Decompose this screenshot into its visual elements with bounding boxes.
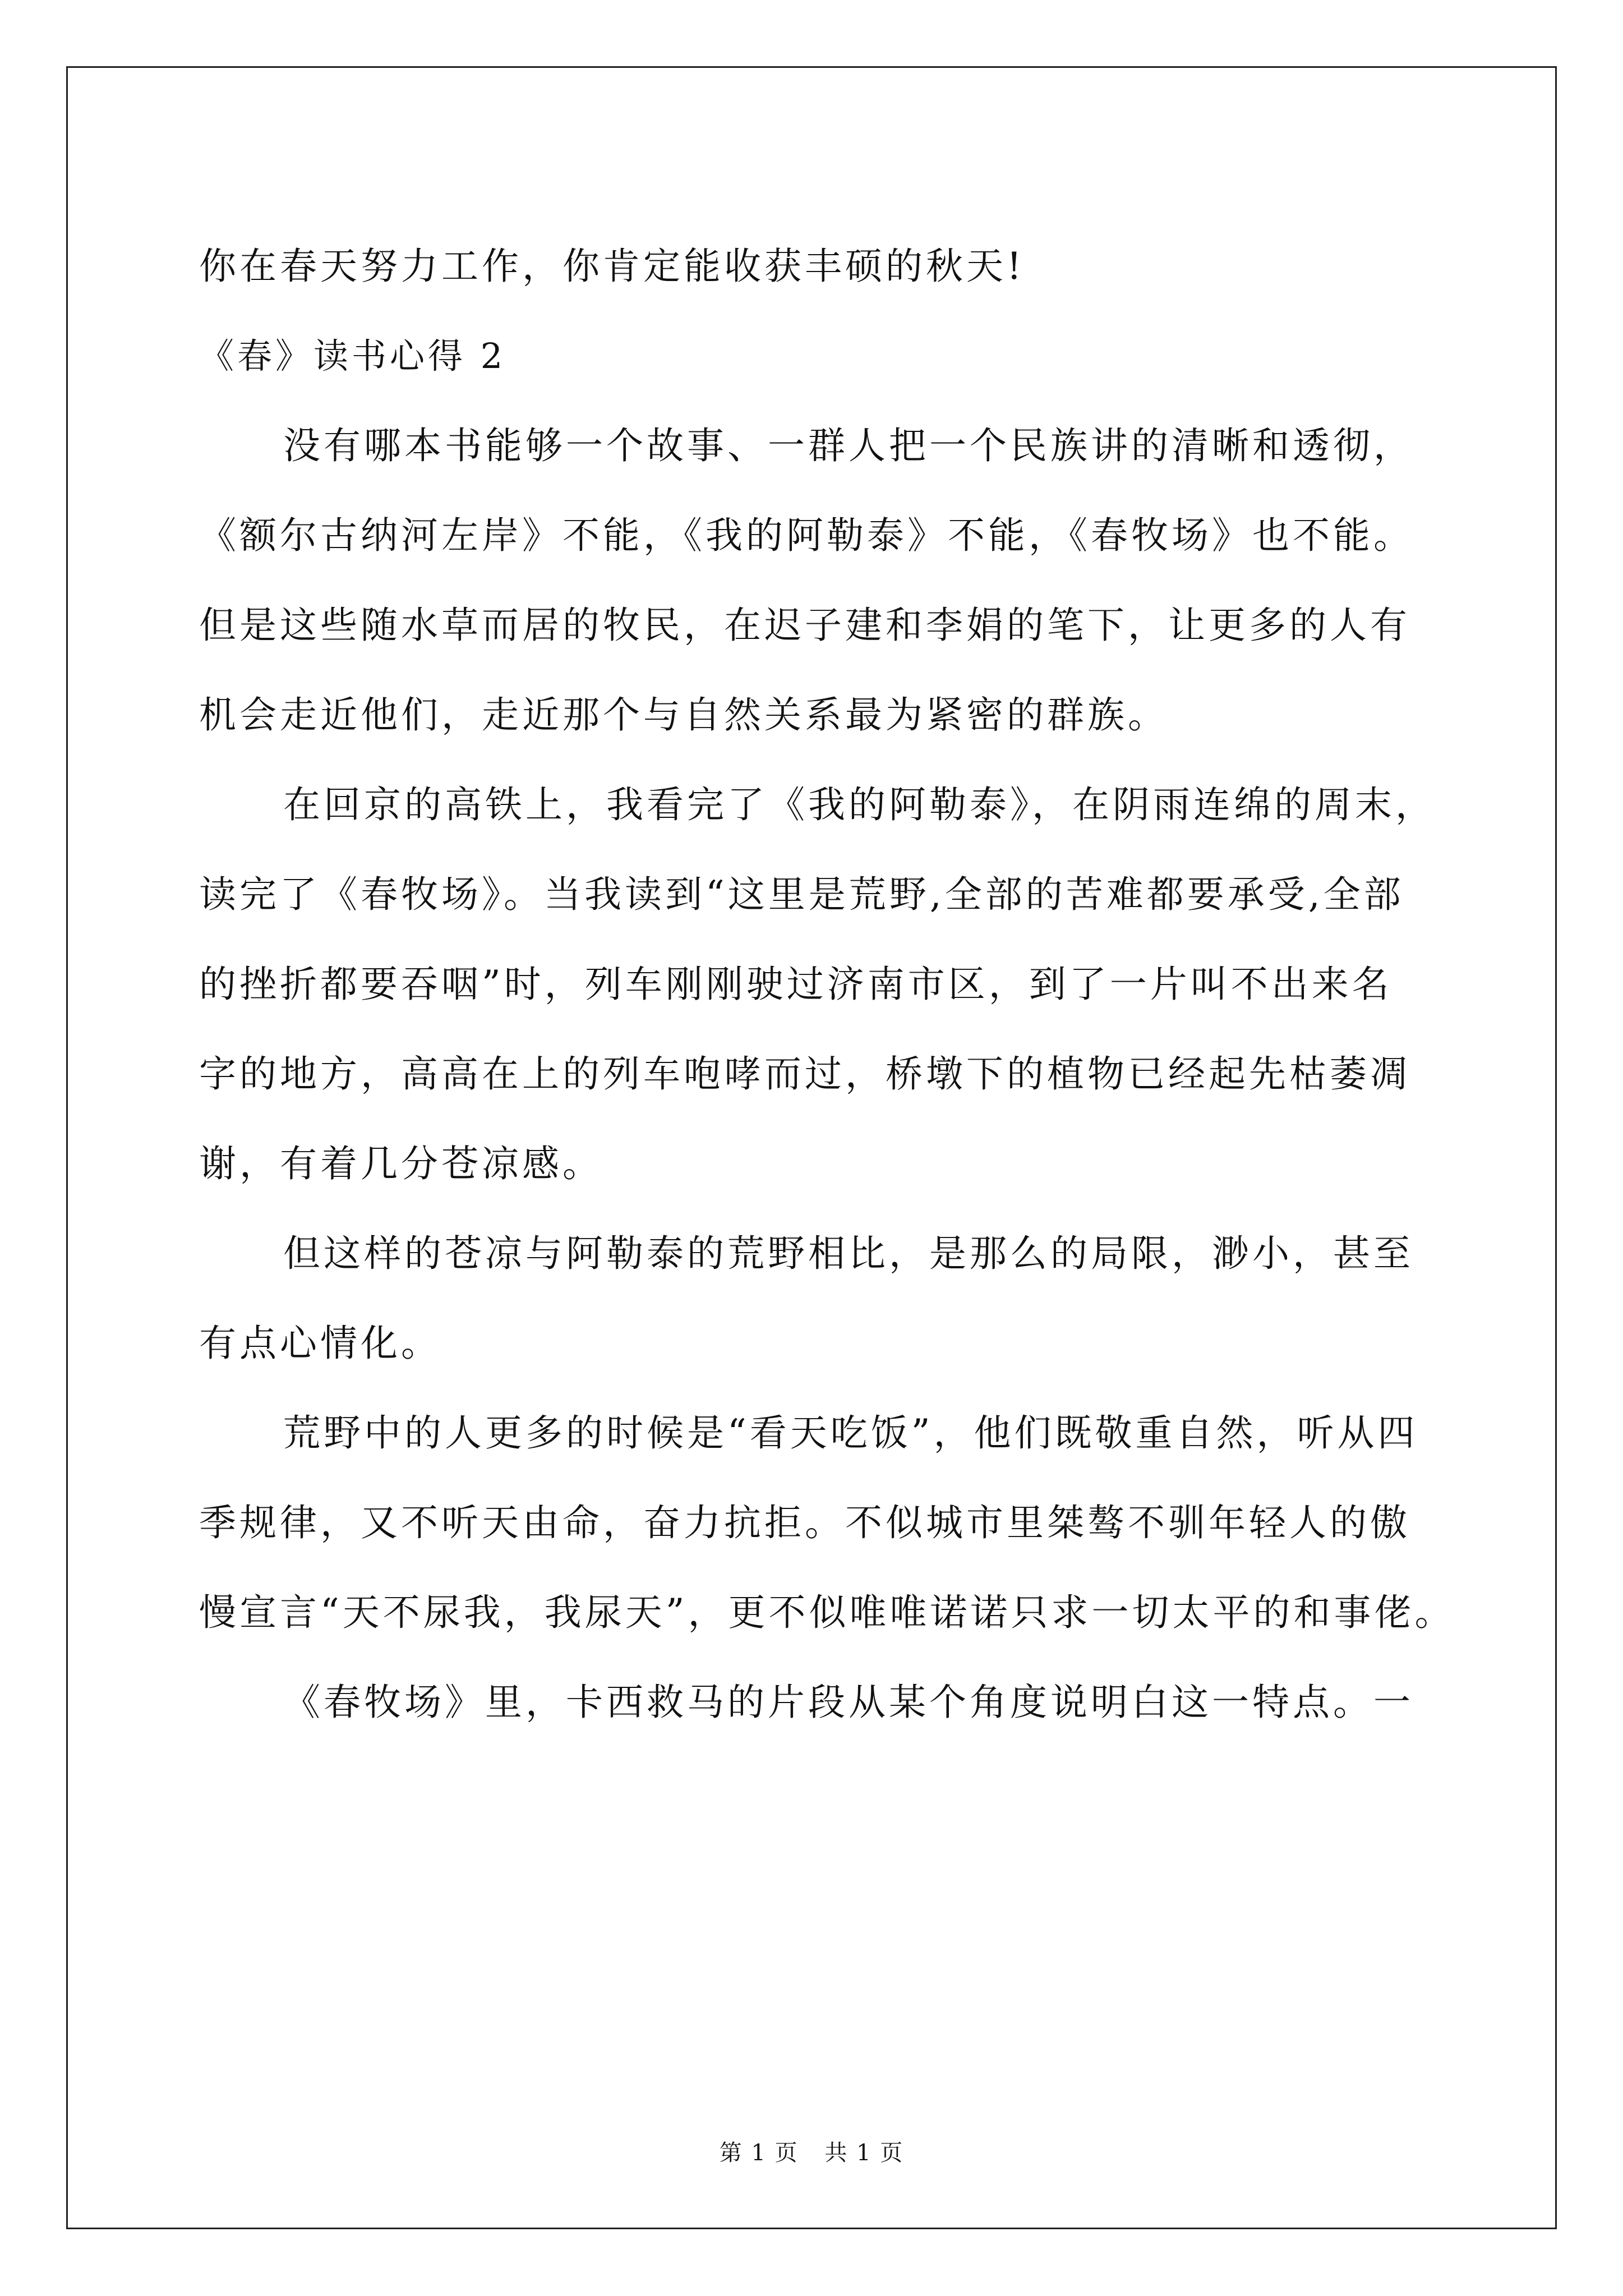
paragraph-line: 《额尔古纳河左岸》不能，《我的阿勒泰》不能，《春牧场》也不能。 (199, 514, 1414, 557)
paragraph-line: 慢宣言“天不尿我，我尿天”，更不似唯唯诺诺只求一切太平的和事佬。 (199, 1591, 1455, 1634)
paragraph-line: 季规律，又不听天由命，奋力抗拒。不似城市里桀骜不驯年轻人的傲 (199, 1501, 1410, 1544)
paragraph-line: 没有哪本书能够一个故事、一群人把一个民族讲的清晰和透彻， (283, 424, 1414, 467)
page-total: 共 1 页 (824, 2140, 904, 2166)
paragraph-line: 荒野中的人更多的时候是“看天吃饭”，他们既敬重自然，听从四 (283, 1411, 1418, 1455)
paragraph-line: 《春牧场》里，卡西救马的片段从某个角度说明白这一特点。一 (283, 1681, 1414, 1724)
paragraph-line: 机会走近他们，走近那个与自然关系最为紧密的群族。 (199, 693, 1168, 737)
paragraph-line: 字的地方，高高在上的列车咆哮而过，桥墩下的植物已经起先枯萎凋 (199, 1052, 1410, 1096)
paragraph-line: 有点心情化。 (199, 1322, 441, 1365)
text-line: 你在春天努力工作，你肯定能收获丰硕的秋天! (199, 245, 1025, 288)
paragraph-line: 读完了《春牧场》。当我读到“这里是荒野,全部的苦难都要承受,全部 (199, 873, 1404, 916)
paragraph-line: 的挫折都要吞咽”时，列车刚刚驶过济南市区，到了一片叫不出来名 (199, 963, 1393, 1006)
section-heading: 《春》读书心得 2 (199, 335, 506, 376)
paragraph-line: 在回京的高铁上，我看完了《我的阿勒泰》，在阴雨连绵的周末， (283, 783, 1436, 826)
page-footer (0, 2135, 1623, 2167)
page-number: 第 1 页 (719, 2140, 799, 2166)
document-body (199, 222, 1455, 1747)
paragraph-line: 但是这些随水草而居的牧民，在迟子建和李娟的笔下，让更多的人有 (199, 604, 1410, 647)
paragraph-line: 谢，有着几分苍凉感。 (199, 1142, 603, 1185)
paragraph-line: 但这样的苍凉与阿勒泰的荒野相比，是那么的局限，渺小，甚至 (283, 1232, 1414, 1275)
